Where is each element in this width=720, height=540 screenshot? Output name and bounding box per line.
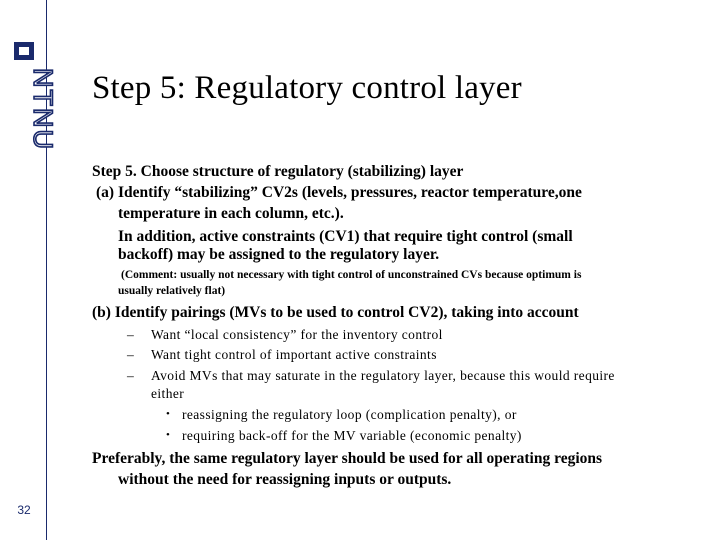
item-a-line2: temperature in each column, etc.).	[118, 205, 344, 222]
dash-item: Avoid MVs that may saturate in the regulatory layer, because this would require	[151, 368, 615, 383]
slide-number: 32	[17, 503, 31, 517]
item-a-line1: (a) Identify “stabilizing” CV2s (levels, pressures, reactor temperature,one	[96, 184, 582, 201]
item-a-line4: backoff) may be assigned to the regulatory layer.	[118, 246, 440, 263]
dash-marker: –	[127, 347, 134, 362]
ntnu-logo	[10, 40, 58, 170]
item-b-line: (b) Identify pairings (MVs to be used to control CV2), taking into account	[92, 304, 579, 321]
dash-marker: –	[127, 327, 134, 342]
dash-item: Want tight control of important active constraints	[151, 347, 437, 362]
bullet-item: reassigning the regulatory loop (complication penalty), or	[182, 407, 517, 422]
bullet-item: requiring back-off for the MV variable (economic penalty)	[182, 428, 522, 443]
bullet-marker: •	[166, 408, 170, 420]
bullet-marker: •	[166, 429, 170, 441]
item-a-line3: In addition, active constraints (CV1) that require tight control (small	[118, 228, 573, 245]
comment-line1: (Comment: usually not necessary with tight control of unconstrained CVs because optimum is	[121, 269, 582, 281]
ntnu-sidebar	[0, 0, 58, 540]
dash-item: Want “local consistency” for the inventory control	[151, 327, 443, 342]
comment-line2: usually relatively flat)	[118, 285, 226, 297]
slide-title: Step 5: Regulatory control layer	[92, 70, 522, 106]
step-heading: Step 5. Choose structure of regulatory (stabilizing) layer	[92, 163, 464, 180]
preferably-line1: Preferably, the same regulatory layer should be used for all operating regions	[92, 450, 603, 467]
dash-item-continuation: either	[151, 386, 185, 401]
preferably-line2: without the need for reassigning inputs or outputs.	[118, 471, 452, 488]
ntnu-wordmark: NTNU	[28, 68, 58, 151]
dash-marker: –	[127, 368, 134, 383]
